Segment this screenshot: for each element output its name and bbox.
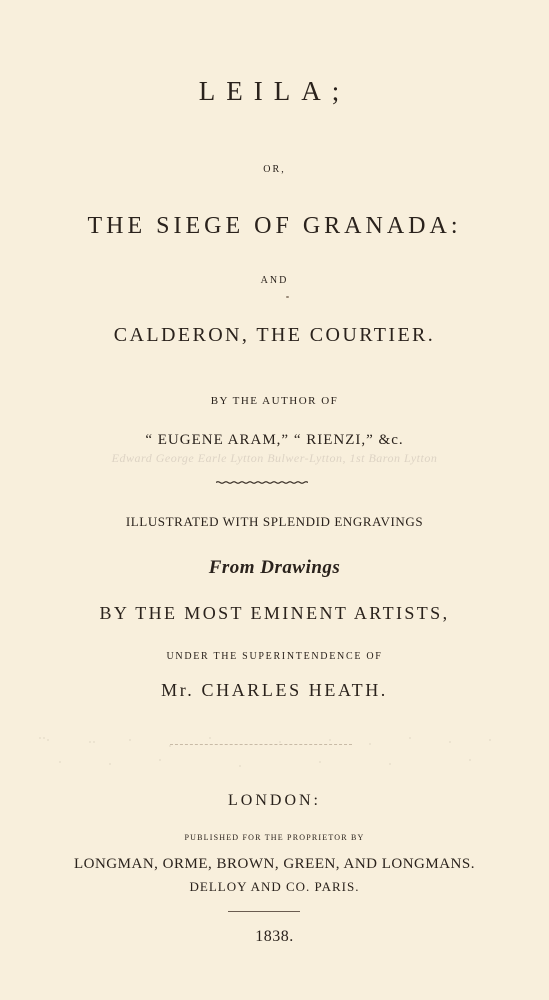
handwritten-author-note: Edward George Earle Lytton Bulwer-Lytton, 1st Baron Lytton bbox=[111, 451, 438, 465]
second-work-title: CALDERON, THE COURTIER. bbox=[113, 324, 436, 346]
from-drawings-line: From Drawings bbox=[208, 557, 341, 578]
by-author-line: BY THE AUTHOR OF bbox=[210, 395, 339, 407]
ornament-dot bbox=[286, 296, 289, 298]
paris-publisher-line: DELLOY AND CO. PARIS. bbox=[189, 879, 360, 894]
or-connector: OR, bbox=[263, 164, 286, 175]
wavy-rule bbox=[216, 481, 308, 484]
show-through-dots bbox=[30, 728, 510, 778]
artists-line: BY THE MOST EMINENT ARTISTS, bbox=[99, 603, 450, 623]
book-subtitle: THE SIEGE OF GRANADA: bbox=[87, 213, 462, 239]
superintendent-name: Mr. CHARLES HEATH. bbox=[161, 680, 388, 700]
other-works-line: “ EUGENE ARAM,” “ RIENZI,” &c. bbox=[145, 432, 404, 448]
publication-year: 1838. bbox=[255, 928, 294, 945]
place-of-publication: LONDON: bbox=[228, 792, 321, 809]
superintendence-line: UNDER THE SUPERINTENDENCE OF bbox=[166, 651, 383, 662]
publishers-line: LONGMAN, ORME, BROWN, GREEN, AND LONGMANS. bbox=[73, 856, 475, 872]
book-title: LEILA; bbox=[198, 76, 351, 106]
faint-rule bbox=[170, 744, 352, 746]
short-rule bbox=[228, 911, 300, 912]
illustrated-line: ILLUSTRATED WITH SPLENDID ENGRAVINGS bbox=[125, 514, 424, 529]
published-for-line: PUBLISHED FOR THE PROPRIETOR BY bbox=[184, 833, 365, 842]
and-connector: AND bbox=[260, 275, 289, 286]
